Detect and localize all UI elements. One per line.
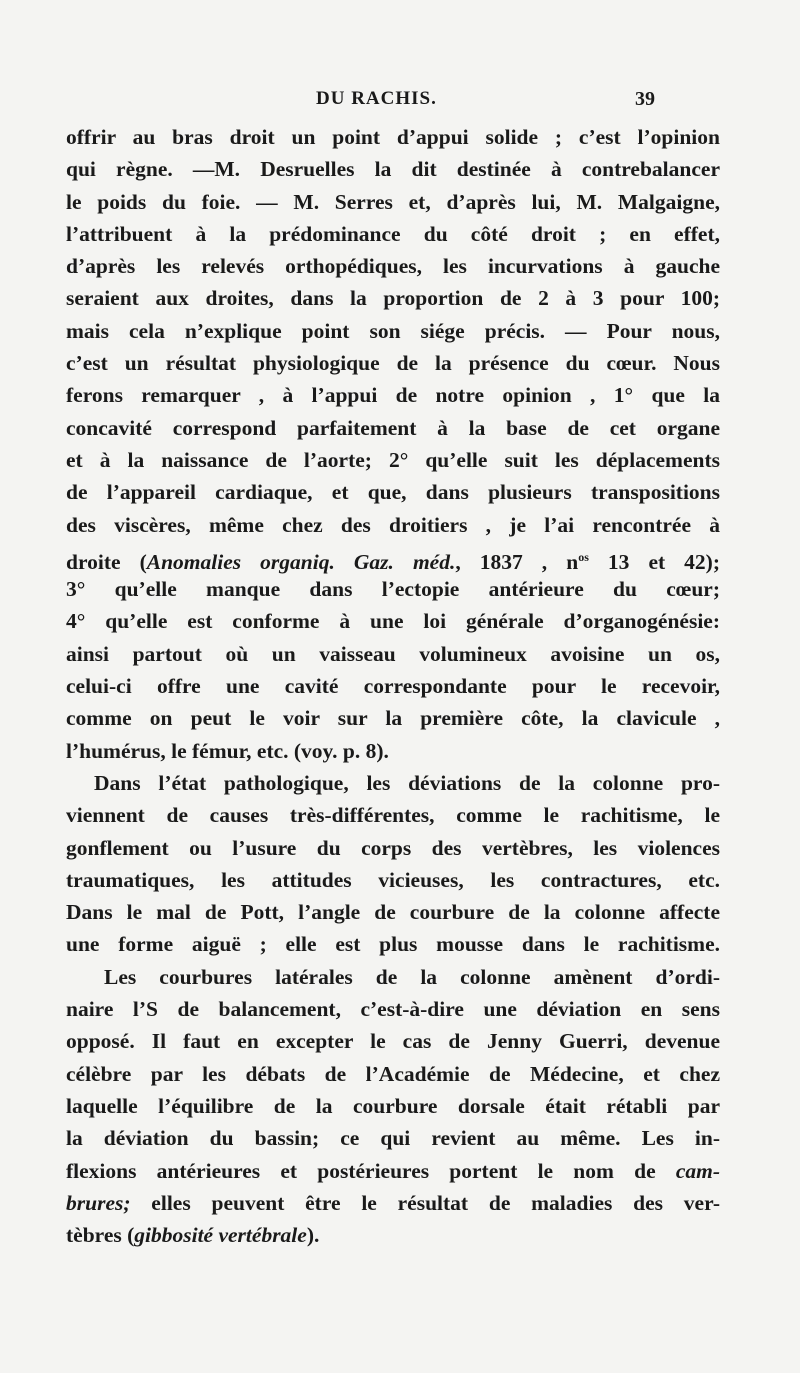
text-line: viennent de causes très-différentes, comme le rachitisme, le xyxy=(66,803,720,828)
italic-term: brures; xyxy=(66,1190,131,1215)
text-line: des viscères, même chez des droitiers , je l’ai rencontrée à xyxy=(66,512,720,537)
text-line-paragraph-end xyxy=(66,1219,720,1251)
text-line: seraient aux droites, dans la proportion de 2 à 3 pour 100; xyxy=(66,286,720,311)
text-line-paragraph-start: Dans l’état pathologique, les déviations de la colonne pro- xyxy=(94,770,720,795)
text-line: laquelle l’équilibre de la courbure dorsale était rétabli par xyxy=(66,1093,720,1118)
text-line: qui règne. —M. Desruelles la dit destinée à contrebalancer xyxy=(66,157,720,182)
text-line: celui-ci offre une cavité correspondante pour le recevoir, xyxy=(66,674,720,699)
text-span: 13 et 42); xyxy=(588,550,721,575)
text-line: c’est un résultat physiologique de la présence du cœur. Nous xyxy=(66,351,720,376)
text-line: la déviation du bassin; ce qui revient au même. Les in- xyxy=(66,1126,720,1151)
text-line: le poids du foie. — M. Serres et, d’après lui, M. Malgaigne, xyxy=(66,189,720,214)
running-head xyxy=(0,88,800,118)
text-line-citation xyxy=(66,541,720,573)
text-line: traumatiques, les attitudes vicieuses, les contractures, etc. xyxy=(66,867,720,892)
body-text xyxy=(66,121,720,1251)
running-title: DU RACHIS. xyxy=(316,88,437,109)
text-line: l’attribuent à la prédominance du côté droit ; en effet, xyxy=(66,221,720,246)
text-line: ferons remarquer , à l’appui de notre opinion , 1° que la xyxy=(66,383,720,408)
text-line-italic-term xyxy=(66,1155,720,1187)
text-line: célèbre par les débats de l’Académie de Médecine, et chez xyxy=(66,1061,720,1086)
text-line: gonflement ou l’usure du corps des vertèbres, les violences xyxy=(66,835,720,860)
text-line: opposé. Il faut en excepter le cas de Jenny Guerri, devenue xyxy=(66,1029,720,1054)
text-line: de l’appareil cardiaque, et que, dans plusieurs transpositions xyxy=(66,480,720,505)
text-line: et à la naissance de l’aorte; 2° qu’elle suit les déplacements xyxy=(66,447,720,472)
text-line: Dans le mal de Pott, l’angle de courbure de la colonne affecte xyxy=(66,900,720,925)
italic-term: cam- xyxy=(675,1158,720,1183)
text-line-italic-term xyxy=(66,1187,720,1219)
text-span: , 1837 , n xyxy=(455,550,579,575)
citation-italic: Anomalies organiq. Gaz. méd. xyxy=(146,550,456,575)
text-line: mais cela n’explique point son siége précis. — Pour nous, xyxy=(66,318,720,343)
text-line: concavité correspond parfaitement à la base de cet organe xyxy=(66,415,720,440)
text-line: offrir au bras droit un point d’appui solide ; c’est l’opinion xyxy=(66,125,720,149)
text-span: tèbres ( xyxy=(66,1223,135,1248)
text-line: une forme aiguë ; elle est plus mousse dans le rachitisme. xyxy=(66,932,720,957)
text-span: ). xyxy=(306,1223,320,1248)
italic-term: gibbosité vertébrale xyxy=(134,1223,307,1248)
text-line: 3° qu’elle manque dans l’ectopie antérieure du cœur; xyxy=(66,577,720,602)
text-line: comme on peut le voir sur la première côte, la clavicule , xyxy=(66,706,720,731)
text-line: 4° qu’elle est conforme à une loi générale d’organogénésie: xyxy=(66,609,720,634)
text-span: elles peuvent être le résultat de maladies des ver- xyxy=(130,1190,720,1215)
superscript: os xyxy=(578,549,589,564)
text-line-paragraph-end: l’humérus, le fémur, etc. (voy. p. 8). xyxy=(66,738,389,763)
text-line: naire l’S de balancement, c’est-à-dire une déviation en sens xyxy=(66,997,720,1022)
text-line-paragraph-start: Les courbures latérales de la colonne amènent d’ordi- xyxy=(104,964,720,989)
text-span: flexions antérieures et postérieures portent le nom de xyxy=(66,1158,676,1183)
text-span: droite ( xyxy=(66,550,147,575)
text-line: d’après les relevés orthopédiques, les incurvations à gauche xyxy=(66,254,720,279)
text-line: ainsi partout où un vaisseau volumineux avoisine un os, xyxy=(66,641,720,666)
page-number: 39 xyxy=(635,88,655,110)
